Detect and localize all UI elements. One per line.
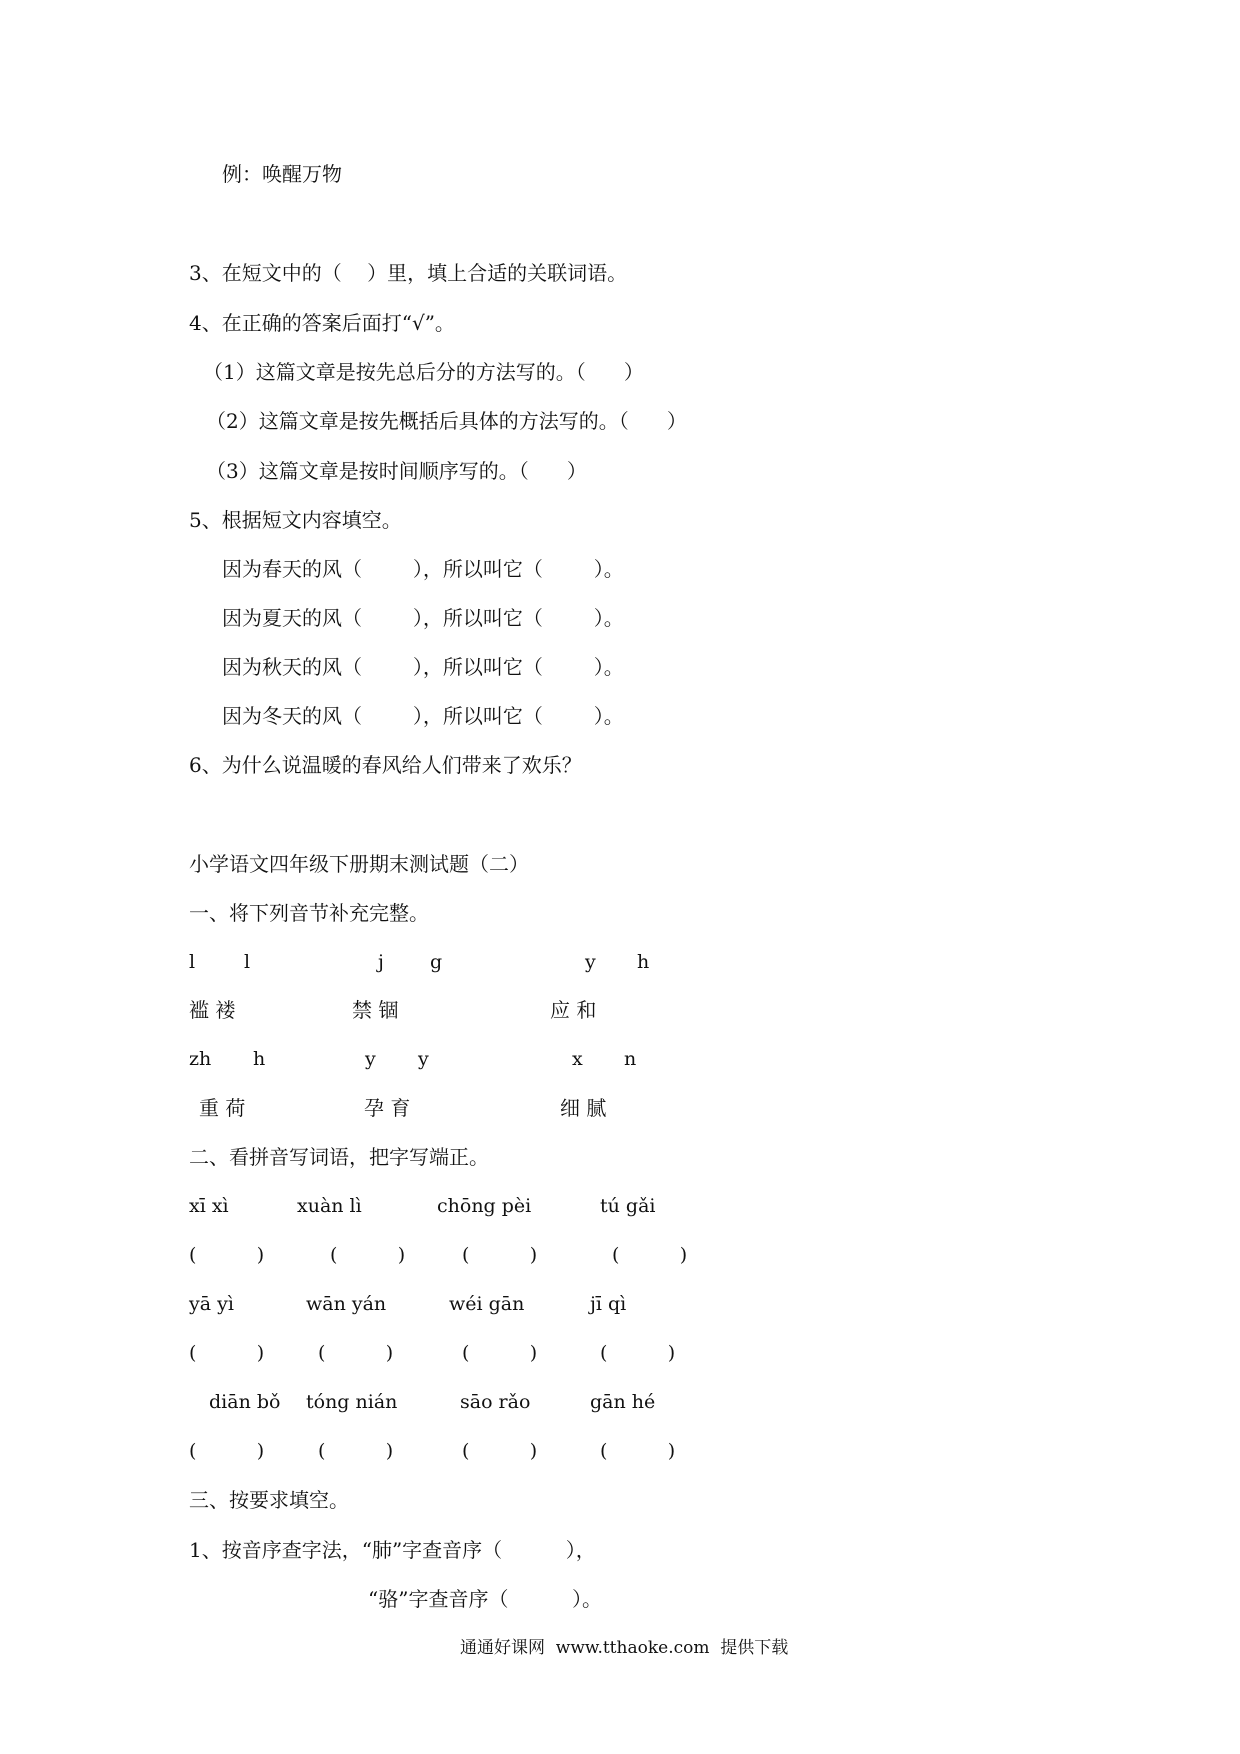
answer-blank[interactable]: ( ) — [330, 1244, 406, 1266]
syllable-initial: y — [585, 951, 596, 973]
question-5-line-3: 因为秋天的风（ ），所以叫它（ ）。 — [222, 655, 624, 679]
pinyin-word: sāo rǎo — [460, 1391, 531, 1413]
syllable-initial: l — [244, 951, 251, 973]
answer-blank[interactable]: ( ) — [600, 1440, 676, 1462]
pinyin-word: jī qì — [590, 1293, 627, 1315]
question-4-prompt: 4、在正确的答案后面打“√”。 — [189, 311, 455, 335]
section-2-heading: 二、看拼音写词语，把字写端正。 — [189, 1145, 489, 1169]
syllable-initial: h — [637, 951, 650, 973]
question-5-line-1: 因为春天的风（ ），所以叫它（ ）。 — [222, 557, 624, 581]
question-3: 3、在短文中的（ ）里，填上合适的关联词语。 — [189, 261, 628, 285]
question-4-option-3: （3）这篇文章是按时间顺序写的。（ ） — [206, 459, 587, 483]
answer-blank[interactable]: ( ) — [600, 1342, 676, 1364]
question-4-option-2: （2）这篇文章是按先概括后具体的方法写的。（ ） — [206, 409, 687, 433]
question-5-line-2: 因为夏天的风（ ），所以叫它（ ）。 — [222, 606, 624, 630]
word-item: 细 腻 — [560, 1096, 607, 1120]
pinyin-word: xuàn lì — [297, 1195, 362, 1217]
section-3-heading: 三、按要求填空。 — [189, 1488, 349, 1512]
syllable-initial: h — [253, 1048, 266, 1070]
pinyin-word: tú gǎi — [600, 1195, 656, 1217]
answer-blank[interactable]: ( ) — [462, 1342, 538, 1364]
syllable-initial: g — [430, 951, 443, 973]
answer-blank[interactable]: ( ) — [612, 1244, 688, 1266]
syllable-initial: n — [624, 1048, 637, 1070]
word-item: 应 和 — [550, 998, 597, 1022]
pinyin-word: chōng pèi — [437, 1195, 532, 1217]
answer-blank[interactable]: ( ) — [318, 1342, 394, 1364]
word-item: 禁 锢 — [352, 998, 399, 1022]
section-3-line-2: “骆”字查音序（ ）。 — [368, 1587, 603, 1611]
section-3-line-1: 1、按音序查字法，“肺”字查音序（ ）， — [189, 1538, 596, 1562]
syllable-initial: y — [365, 1048, 376, 1070]
syllable-initial: l — [189, 951, 196, 973]
word-item: 重 荷 — [199, 1096, 246, 1120]
pinyin-word: yā yì — [189, 1293, 234, 1315]
word-item: 褴 褛 — [189, 998, 236, 1022]
answer-blank[interactable]: ( ) — [189, 1440, 265, 1462]
question-5-prompt: 5、根据短文内容填空。 — [189, 508, 402, 532]
pinyin-word: wéi gān — [449, 1293, 525, 1315]
answer-blank[interactable]: ( ) — [462, 1244, 538, 1266]
question-5-line-4: 因为冬天的风（ ），所以叫它（ ）。 — [222, 704, 624, 728]
answer-blank[interactable]: ( ) — [189, 1342, 265, 1364]
syllable-initial: y — [418, 1048, 429, 1070]
syllable-initial: zh — [189, 1048, 212, 1070]
pinyin-word: xī xì — [189, 1195, 229, 1217]
section-1-heading: 一、将下列音节补充完整。 — [189, 901, 429, 925]
answer-blank[interactable]: ( ) — [462, 1440, 538, 1462]
question-6: 6、为什么说温暖的春风给人们带来了欢乐？ — [189, 753, 582, 777]
example-text: 例：唤醒万物 — [222, 162, 342, 186]
pinyin-word: wān yán — [306, 1293, 387, 1315]
pinyin-word: gān hé — [590, 1391, 656, 1413]
pinyin-word: diān bǒ — [209, 1391, 281, 1413]
syllable-initial: x — [572, 1048, 583, 1070]
syllable-initial: j — [378, 951, 384, 973]
footer-credit: 通通好课网 www.tthaoke.com 提供下载 — [460, 1638, 789, 1658]
answer-blank[interactable]: ( ) — [318, 1440, 394, 1462]
test-2-title: 小学语文四年级下册期末测试题（二） — [189, 852, 529, 876]
pinyin-word: tóng nián — [306, 1391, 398, 1413]
answer-blank[interactable]: ( ) — [189, 1244, 265, 1266]
word-item: 孕 育 — [364, 1096, 411, 1120]
question-4-option-1: （1）这篇文章是按先总后分的方法写的。（ ） — [203, 360, 644, 384]
